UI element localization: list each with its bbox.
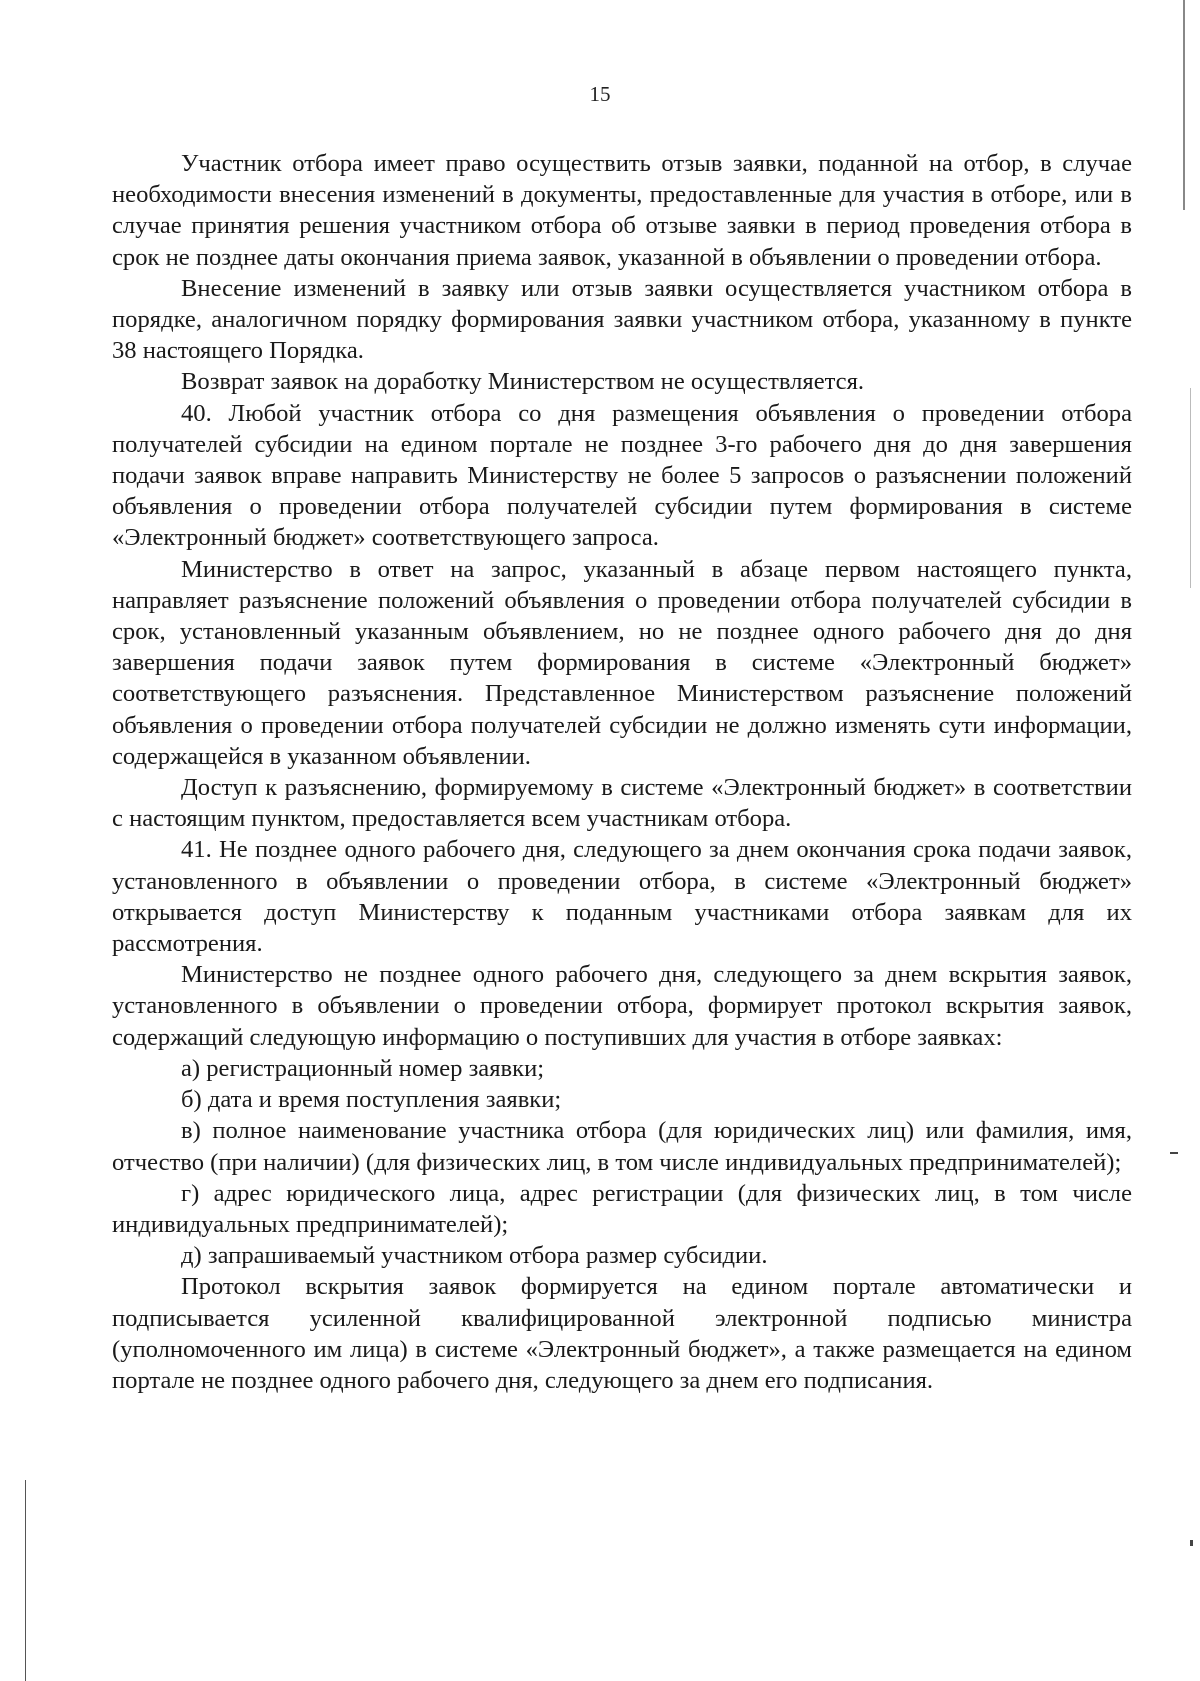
scan-edge-mark-right-mid xyxy=(1190,388,1191,588)
paragraph-clause-40: 40. Любой участник отбора со дня размещения объявления о проведении отбора получателей субсидии на едином портале не позднее 3-го рабочего дня до дня завершения подачи заявок вправе направить Министерству не более 5 запросов о разъяснении положений объявления о проведении отбора получателей субсидии путем формирования в системе «Электронный бюджет» соответствующего запроса. xyxy=(112,399,1132,552)
list-item-d: д) запрашиваемый участником отбора размер субсидии. xyxy=(181,1242,768,1270)
list-item-v: в) полное наименование участника отбора (для юридических лиц) или фамилия, имя, отчество (при наличии) (для физических лиц, в том числе индивидуальных предпринимателей); xyxy=(112,1117,1132,1176)
paragraph-withdrawal-right: Участник отбора имеет право осуществить отзыв заявки, поданной на отбор, в случае необходимости внесения изменений в документы, предоставленные для участия в отборе, или в случае принятия решения участником отбора об отзыве заявки в период проведения отбора в срок не позднее даты окончания приема заявок, указанной в объявлении о проведении отбора. xyxy=(112,150,1132,271)
paragraph-ministry-response: Министерство в ответ на запрос, указанный в абзаце первом настоящего пункта, направляет разъяснение положений объявления о проведении отбора получателей субсидии в срок, установленный указанным объявлением, но не позднее одного рабочего дня до дня завершения подачи заявок путем формирования в системе «Электронный бюджет» соответствующего разъяснения. Представленное Министерством разъяснение положений объявления о проведении отбора получателей субсидии не должно изменять сути информации, содержащейся в указанном объявлении. xyxy=(112,555,1132,770)
paragraph-no-return: Возврат заявок на доработку Министерством не осуществляется. xyxy=(181,368,865,396)
paragraph-amendment-procedure: Внесение изменений в заявку или отзыв заявки осуществляется участником отбора в порядке, аналогичном порядку формирования заявки участником отбора, указанному в пункте 38 настоящего Порядка. xyxy=(112,274,1132,365)
scan-edge-mark-left-bottom xyxy=(25,1480,26,1681)
scan-edge-mark-right-speck xyxy=(1170,1152,1178,1154)
page-number: 15 xyxy=(589,82,611,106)
list-item-g: г) адрес юридического лица, адрес регистрации (для физических лиц, в том числе индивидуальных предпринимателей); xyxy=(112,1179,1132,1238)
list-item-a: а) регистрационный номер заявки; xyxy=(181,1054,545,1082)
list-item-b: б) дата и время поступления заявки; xyxy=(181,1086,562,1114)
paragraph-protocol-signing: Протокол вскрытия заявок формируется на едином портале автоматически и подписывается усиленной квалифицированной электронной подписью министра (уполномоченного им лица) в системе «Электронный бюджет», а также размещается на едином портале не позднее одного рабочего дня, следующего за днем его подписания. xyxy=(112,1273,1132,1394)
document-body xyxy=(112,148,1132,1396)
paragraph-clarification-access: Доступ к разъяснению, формируемому в системе «Электронный бюджет» в соответствии с настоящим пунктом, предоставляется всем участникам отбора. xyxy=(112,774,1132,833)
scan-edge-mark-right-top xyxy=(1183,0,1185,210)
paragraph-opening-protocol: Министерство не позднее одного рабочего дня, следующего за днем вскрытия заявок, установленного в объявлении о проведении отбора, формирует протокол вскрытия заявок, содержащий следующую информацию о поступивших для участия в отборе заявках: xyxy=(112,961,1132,1051)
paragraph-clause-41: 41. Не позднее одного рабочего дня, следующего за днем окончания срока подачи заявок, установленного в объявлении о проведении отбора, в системе «Электронный бюджет» открывается доступ Министерству к поданным участниками отбора заявкам для их рассмотрения. xyxy=(112,836,1132,958)
scan-edge-mark-right-bottom xyxy=(1190,1540,1193,1546)
